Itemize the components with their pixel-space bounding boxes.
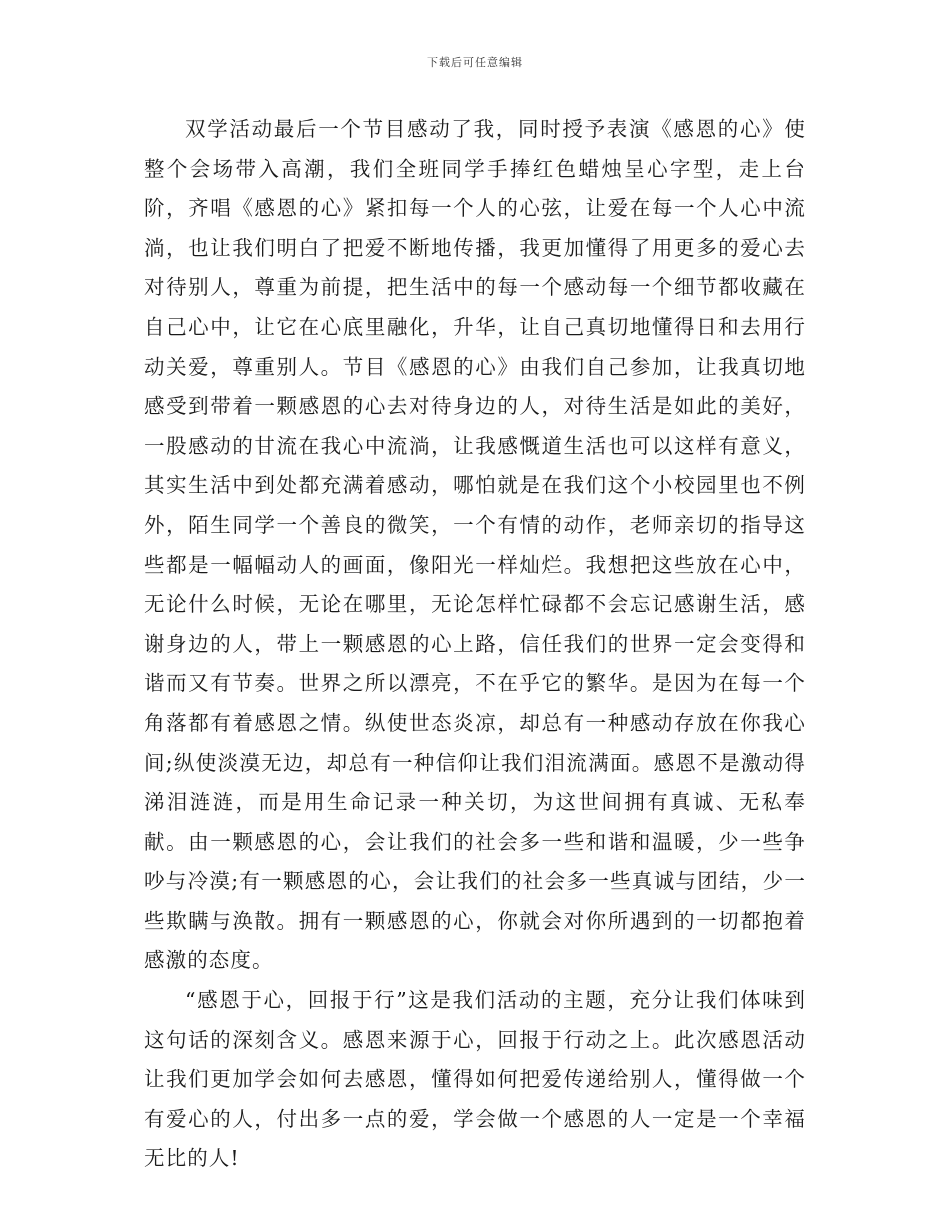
body-paragraph-2: “感恩于心，回报于行”这是我们活动的主题，充分让我们体味到这句话的深刻含义。感恩来源于心，回报于行动之上。此次感恩活动让我们更加学会如何去感恩，懂得如何把爱传递给别人，懂得做一个有爱心的人，付出多一点的爱，学会做一个感恩的人一定是一个幸福无比的人! <box>144 988 806 1171</box>
body-paragraph-1: 双学活动最后一个节目感动了我，同时授予表演《感恩的心》使整个会场带入高潮，我们全班同学手捧红色蜡烛呈心字型，走上台阶，齐唱《感恩的心》紧扣每一个人的心弦，让爱在每一个人心中流淌，也让我们明白了把爱不断地传播，我更加懂得了用更多的爱心去对待别人，尊重为前提，把生活中的每一个感动每一个细节都收藏在自己心中，让它在心底里融化，升华，让自己真切地懂得日和去用行动关爱，尊重别人。节目《感恩的心》由我们自己参加，让我真切地感受到带着一颗感恩的心去对待身边的人，对待生活是如此的美好，一股感动的甘流在我心中流淌，让我感慨道生活也可以这样有意义，其实生活中到处都充满着感动，哪怕就是在我们这个小校园里也不例外，陌生同学一个善良的微笑，一个有情的动作，老师亲切的指导这些都是一幅幅动人的画面，像阳光一样灿烂。我想把这些放在心中，无论什么时候，无论在哪里，无论怎样忙碌都不会忘记感谢生活，感谢身边的人，带上一颗感恩的心上路，信任我们的世界一定会变得和谐而又有节奏。世界之所以漂亮，不在乎它的繁华。是因为在每一个角落都有着感恩之情。纵使世态炎凉，却总有一种感动存放在你我心间;纵使淡漠无边，却总有一种信仰让我们泪流满面。感恩不是激动得涕泪涟涟，而是用生命记录一种关切，为这世间拥有真诚、无私奉献。由一颗感恩的心，会让我们的社会多一些和谐和温暖，少一些争吵与冷漠;有一颗感恩的心，会让我们的社会多一些真诚与团结，少一些欺瞒与涣散。拥有一颗感恩的心，你就会对你所遇到的一切都抱着感激的态度。 <box>144 117 806 973</box>
document-body <box>144 110 806 1179</box>
page-header: 下载后可任意编辑 <box>427 56 523 69</box>
